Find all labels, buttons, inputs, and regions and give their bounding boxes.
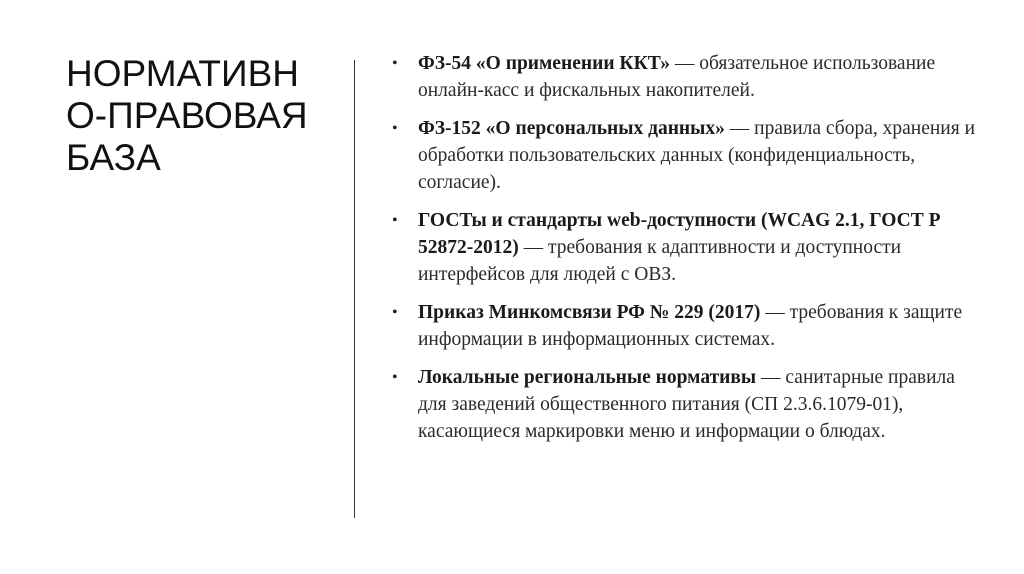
- title-line-2: О-ПРАВОВАЯ: [66, 95, 308, 136]
- slide-title: [66, 53, 336, 179]
- list-item: [388, 50, 988, 104]
- item-description: — требования к адаптивности и доступности интерфейсов для людей с ОВЗ.: [418, 237, 902, 285]
- list-item: [388, 364, 988, 445]
- list-item: [388, 299, 988, 353]
- bullet-icon: •: [392, 304, 398, 321]
- title-line-1: НОРМАТИВН: [66, 53, 299, 94]
- item-description: — санитарные правила для заведений общественного питания (СП 2.3.6.1079-01), касающиеся маркировки меню и информации о блюдах.: [418, 367, 955, 442]
- title-line-3: БАЗА: [66, 137, 161, 178]
- item-law-name: ФЗ-152 «О персональных данных»: [418, 118, 725, 139]
- list-item: [388, 207, 988, 288]
- bullet-icon: •: [392, 212, 398, 229]
- item-law-name: ГОСТы и стандарты web-доступности (WCAG 2.1, ГОСТ Р 52872-2012): [418, 210, 941, 258]
- item-law-name: Локальные региональные нормативы: [418, 367, 757, 388]
- bullet-list: [388, 50, 988, 456]
- item-description: — правила сбора, хранения и обработки пользовательских данных (конфиденциальность, согласие).: [418, 118, 976, 193]
- item-law-name: Приказ Минкомсвязи РФ № 229 (2017): [418, 302, 761, 323]
- item-description: — обязательное использование онлайн-касс и фискальных накопителей.: [418, 53, 936, 101]
- bullet-icon: •: [392, 369, 398, 386]
- item-law-name: ФЗ-54 «О применении ККТ»: [418, 53, 670, 74]
- vertical-divider: [354, 60, 355, 518]
- bullet-icon: •: [392, 120, 398, 137]
- item-description: — требования к защите информации в информационных системах.: [418, 302, 963, 350]
- list-item: [388, 115, 988, 196]
- bullet-icon: •: [392, 55, 398, 72]
